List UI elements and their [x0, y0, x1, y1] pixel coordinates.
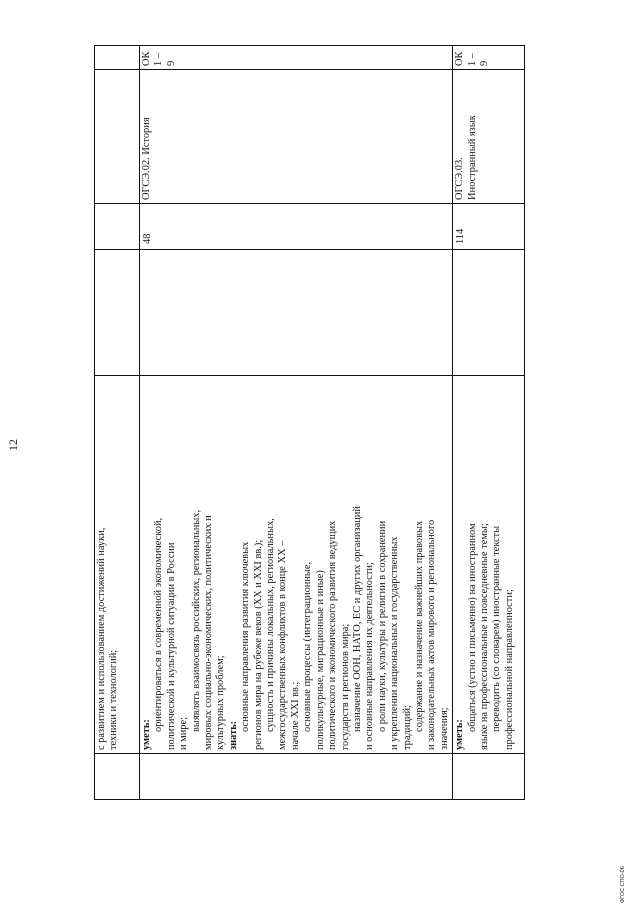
text-line: ОГСЭ.03. [454, 157, 466, 200]
text-line: сущность и причины локальных, региональных, [265, 518, 277, 732]
text-line: значения; [438, 707, 450, 750]
skills-heading: уметь: [454, 719, 466, 750]
text-line: содержание и назначение важнейших правовых [413, 520, 425, 732]
competence-cell: ОК 1 –9 [453, 46, 525, 70]
text-line: традиций; [401, 705, 413, 750]
empty-cell [453, 754, 525, 800]
text-line: начале XXI вв.; [289, 681, 301, 750]
text-line: ориентироваться в современной экономической, [153, 517, 165, 732]
text-line: выявлять взаимосвязь российских, региональных, [190, 509, 202, 732]
table-row [140, 46, 453, 800]
text-line: политического и экономического развития ведущих [327, 520, 339, 750]
discipline-cell: ОГСЭ.02. История [140, 70, 453, 204]
text-line: и основные направления их деятельности; [364, 562, 376, 750]
skills-heading: уметь: [141, 719, 152, 750]
page-number: 12 [6, 439, 20, 451]
table-row [453, 46, 525, 800]
text-line: техники и технологий; [108, 649, 120, 750]
text-line: и укреплении национальных и государственных [389, 536, 401, 750]
hours-cell [95, 204, 140, 250]
empty-cell [95, 754, 140, 800]
competence-cell: ОК 1 – 9 [140, 46, 453, 70]
footer-label: ФГОС СПО-06 [620, 866, 626, 903]
discipline-cell [453, 70, 525, 204]
curriculum-table [94, 45, 525, 800]
text-line: основные процессы (интеграционные, [302, 561, 314, 732]
text-line: общаться (устно и письменно) на иностранном [466, 523, 478, 732]
text-line: мировых социально-экономических, политических и [203, 515, 215, 750]
content-cell [95, 376, 140, 754]
empty-cell [453, 250, 525, 376]
content-cell [140, 376, 453, 754]
empty-cell [140, 754, 453, 800]
text-line: культурных проблем; [215, 655, 227, 750]
text-line: межгосударственных конфликтов в конце XX – [277, 540, 289, 750]
content-cell [453, 376, 525, 754]
table-row [95, 46, 140, 800]
hours-cell: 114 [453, 204, 525, 250]
text-line: Иностранный язык [466, 115, 478, 200]
text-line: с развитием и использованием достижений науки, [96, 527, 107, 750]
text-line: назначение ООН, НАТО, ЕС и других организаций [351, 506, 363, 732]
empty-cell [140, 250, 453, 376]
empty-cell [95, 250, 140, 376]
text-line: основные направления развития ключевых [240, 541, 252, 732]
text-line: и мире; [178, 717, 190, 750]
text-line: профессиональной направленности; [503, 589, 515, 750]
text-line: и законодательных актов мирового и регионального [426, 519, 438, 750]
discipline-cell [95, 70, 140, 204]
text-line: государств и регионов мира; [339, 623, 351, 750]
text-line: переводить (со словарем) иностранные тексты [491, 525, 503, 732]
competence-cell [95, 46, 140, 70]
knowledge-heading: знать: [227, 720, 239, 750]
text-line: языке на профессиональные и повседневные темы; [478, 523, 490, 750]
text-line: регионов мира на рубеже веков (XX и XXI вв.); [252, 539, 264, 750]
text-line: политической и культурной ситуации в России [165, 542, 177, 750]
text-line: о роли науки, культуры и религии в сохранении [376, 520, 388, 732]
hours-cell: 48 [140, 204, 453, 250]
text-line: поликультурные, миграционные и иные) [314, 570, 326, 750]
